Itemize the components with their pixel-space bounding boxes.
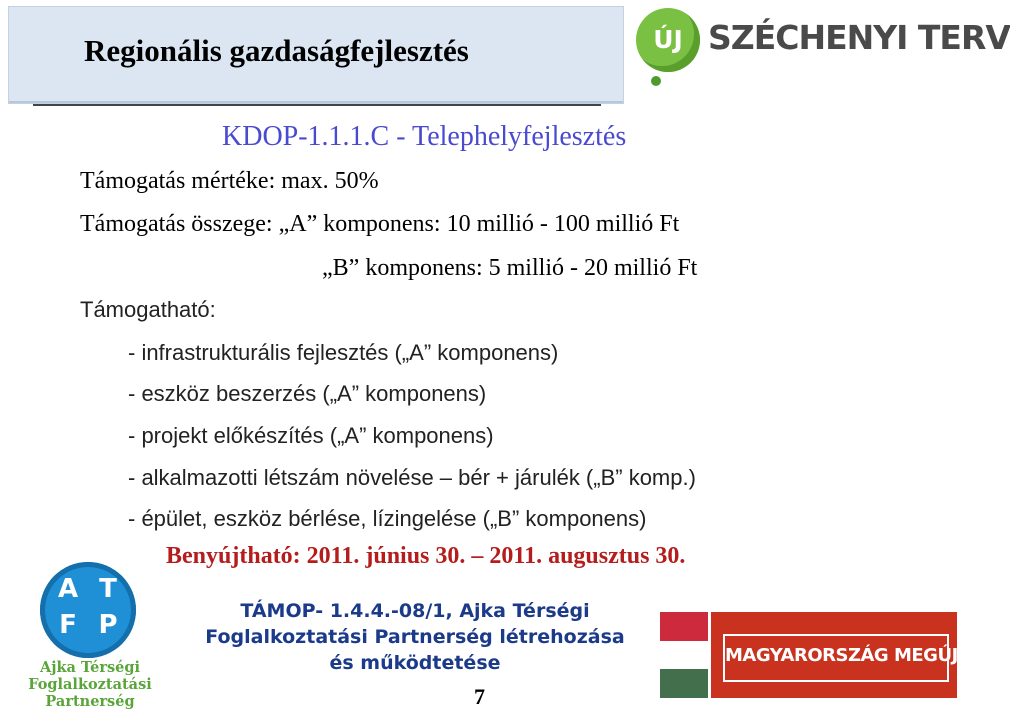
page-title: Regionális gazdaságfejlesztés [84,33,469,68]
szechenyi-logo-icon [636,8,700,72]
eligible-label: Támogatható: [80,297,216,322]
magyarorszag-megujul-text: MAGYARORSZÁG MEGÚJUL [725,645,983,666]
list-item: - eszköz beszerzés („A” komponens) [128,381,487,406]
atfp-letter: T [99,574,117,604]
szechenyi-logo-dot [651,76,661,86]
tamop-line: Foglalkoztatási Partnerség létrehozása [205,626,625,648]
magyarorszag-megujul-logo [711,612,983,698]
tamop-line: TÁMOP- 1.4.4.-08/1, Ajka Térségi [240,600,590,622]
atfp-letter: F [59,610,77,640]
szechenyi-logo-circle-text: ÚJ [653,25,683,54]
support-rate: Támogatás mértéke: max. 50% [80,168,379,194]
atfp-caption-line: Partnerség [45,693,135,710]
szechenyi-logo-text: SZÉCHENYI TERV [708,18,1010,57]
atfp-caption-line: Foglalkoztatási [28,676,152,693]
atfp-logo-icon [40,562,136,658]
support-amount-a: Támogatás összege: „A” komponens: 10 millió - 100 millió Ft [80,211,680,237]
list-item: - infrastrukturális fejlesztés („A” komponens) [128,340,559,365]
atfp-caption-line: Ajka Térségi [39,659,140,676]
support-amount-b: „B” komponens: 5 millió - 20 millió Ft [322,255,698,281]
atfp-logo [10,562,170,714]
page-number: 7 [474,684,485,709]
tamop-line: és működtetése [329,652,501,674]
atfp-letter: P [98,610,118,640]
tamop-project-text [180,598,650,676]
list-item: - alkalmazotti létszám növelése – bér + járulék („B” komp.) [128,465,696,490]
program-subtitle: KDOP-1.1.1.C - Telephelyfejlesztés [222,121,627,152]
submission-deadline: Benyújtható: 2011. június 30. – 2011. augusztus 30. [166,543,686,569]
list-item: - projekt előkészítés („A” komponens) [128,423,494,448]
magyarorszag-megujul-frame [723,634,983,682]
hungarian-flag-icon [660,612,708,698]
title-underline [33,104,601,106]
list-item: - épület, eszköz bérlése, lízingelése („B” komponens) [128,506,647,531]
atfp-letter: A [57,574,79,604]
